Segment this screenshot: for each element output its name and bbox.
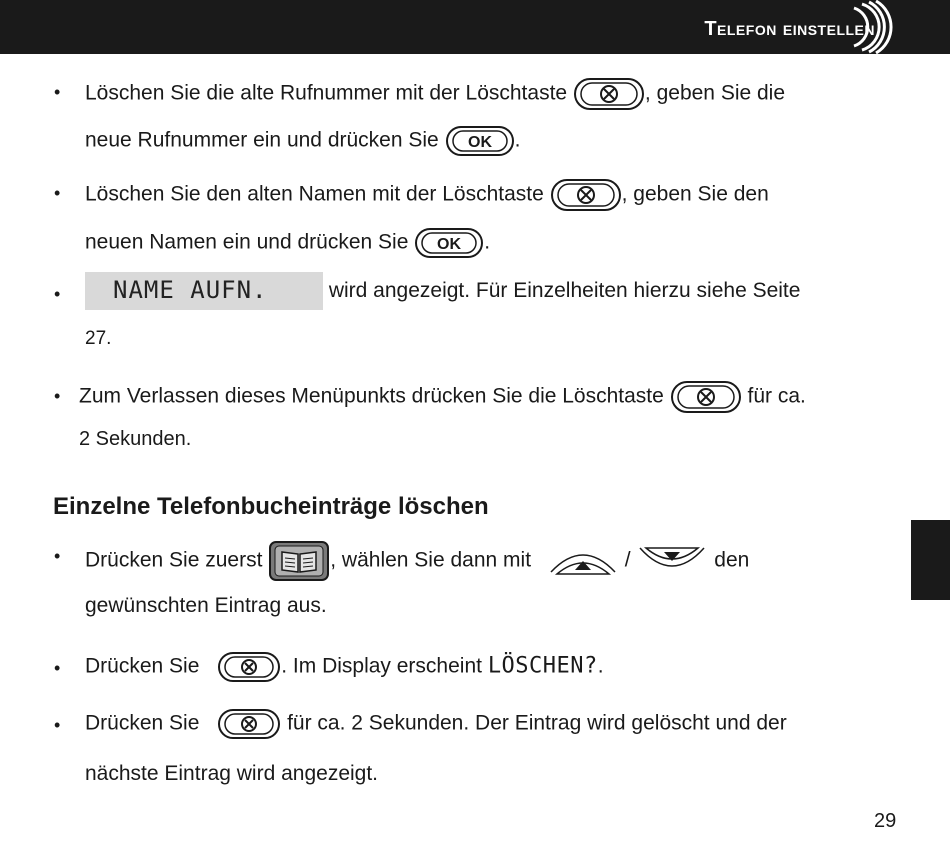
section-item-1-line-2: gewünschten Eintrag aus. — [85, 594, 327, 617]
down-arrow-key-icon — [636, 544, 708, 578]
up-arrow-key-icon — [547, 544, 619, 578]
bullet: • — [54, 658, 61, 678]
header-title: Telefon einstellen — [704, 18, 875, 40]
item-1-line-1: Löschen Sie die alte Rufnummer mit der Löschtaste , geben Sie die — [85, 77, 785, 111]
header-bar — [0, 0, 950, 54]
svg-text:OK: OK — [467, 134, 492, 151]
delete-key-icon — [217, 651, 281, 683]
bullet: • — [54, 183, 61, 203]
item-1-line-2: neue Rufnummer ein und drücken Sie OK . — [85, 125, 520, 157]
svg-text:OK: OK — [437, 236, 462, 253]
phonebook-key-icon — [268, 540, 330, 582]
item-4-line-1: Zum Verlassen dieses Menüpunkts drücken Sie die Löschtaste für ca. — [79, 380, 806, 414]
lcd-display — [85, 272, 323, 310]
ok-key-icon — [445, 125, 515, 157]
delete-key-icon — [573, 77, 645, 111]
bullet: • — [54, 284, 61, 304]
bullet: • — [54, 546, 61, 566]
delete-key-icon — [550, 178, 622, 212]
section-tab-marker — [911, 520, 950, 600]
lcd-display-text: NAME AUFN. — [113, 276, 268, 304]
bullet: • — [54, 82, 61, 102]
delete-key-icon — [217, 708, 281, 740]
section-item-3-line-2: nächste Eintrag wird angezeigt. — [85, 762, 379, 785]
section-item-3-line-1: Drücken Sie für ca. 2 Sekunden. Der Eintrag wird gelöscht und der — [85, 708, 787, 740]
section-item-2-line-1: Drücken Sie . Im Display erscheint LÖSCHEN?. — [85, 651, 604, 683]
section-item-1-line-1: Drücken Sie zuerst , wählen Sie dann mit / den — [85, 540, 749, 582]
item-2-line-2: neuen Namen ein und drücken Sie OK . — [85, 227, 490, 259]
lcd-display-text: LÖSCHEN? — [487, 653, 598, 679]
item-3-line-1: NAME AUFN. wird angezeigt. Für Einzelheiten hierzu siehe Seite — [85, 272, 800, 310]
delete-key-icon — [670, 380, 742, 414]
section-heading: Einzelne Telefonbucheinträge löschen — [53, 493, 489, 520]
item-4-line-2: 2 Sekunden. — [79, 428, 192, 450]
item-2-line-1: Löschen Sie den alten Namen mit der Löschtaste , geben Sie den — [85, 178, 769, 212]
concentric-arcs-icon — [842, 0, 902, 59]
item-3-line-2: 27. — [85, 328, 112, 349]
page-number: 29 — [874, 810, 897, 832]
bullet: • — [54, 715, 61, 735]
ok-key-icon — [414, 227, 484, 259]
bullet: • — [54, 386, 61, 406]
